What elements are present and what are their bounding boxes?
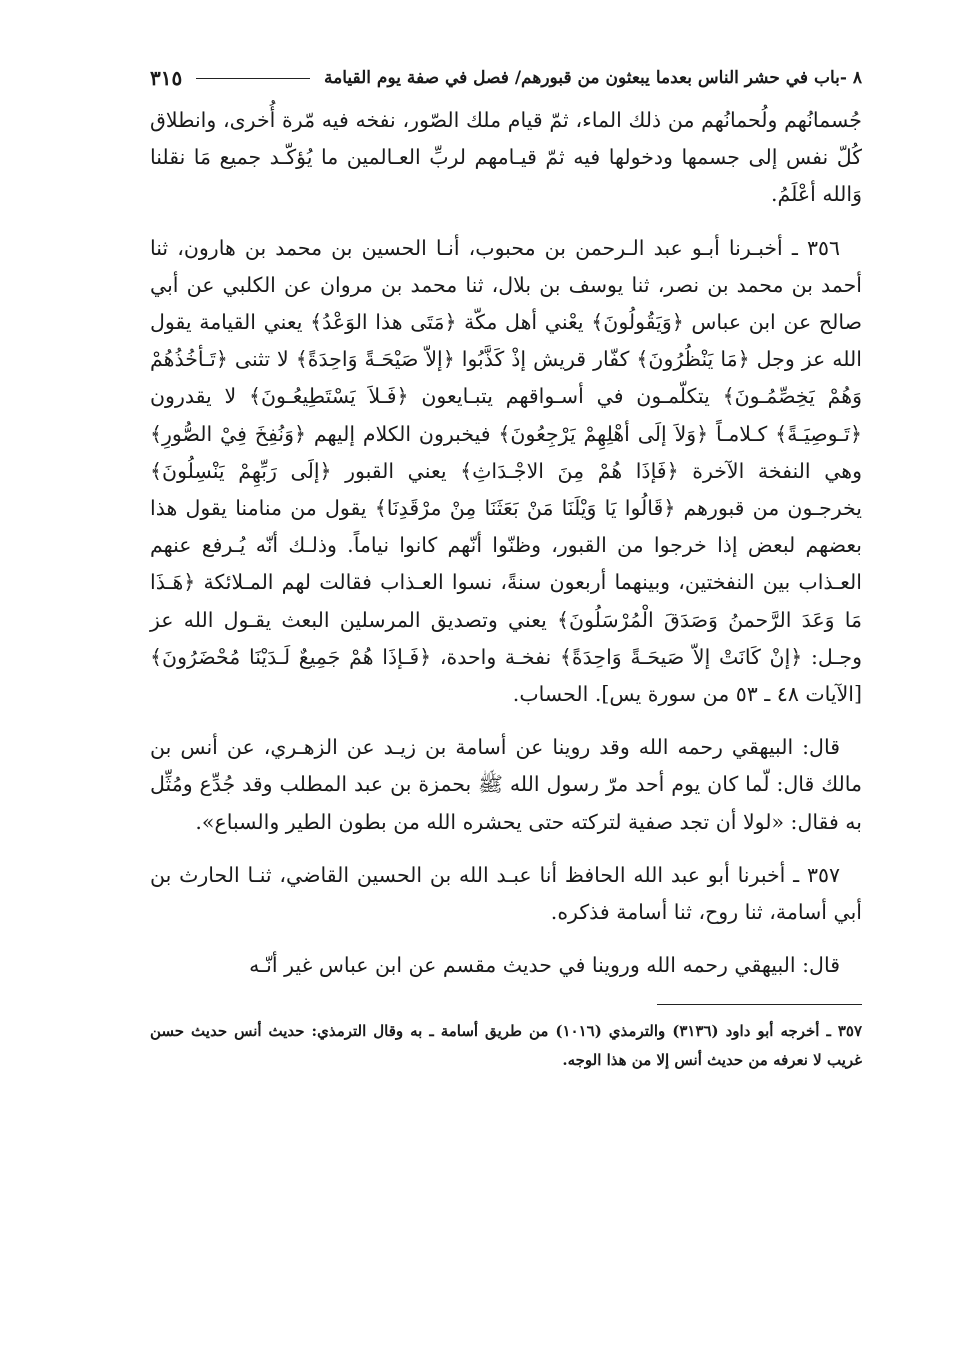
header-rule xyxy=(196,78,310,79)
main-text xyxy=(150,102,862,984)
paragraph-hadith-356: ٣٥٦ ـ أخبـرنا أبـو عبد الـرحمن بن محبوب، أنـا الحسين بن محمد بن هارون، ثنا أحمد بن محمد بن نصر، ثنا يوسف بن بلال، ثنا محمد بن مروان عن الكلبي عن أبي صالح عن ابن عباس ﴿وَيَقُولُونَ﴾ يعْني أهل مكّة ﴿مَتَى هذا الوَعْدُ﴾ يعني القيامة يقول الله عز وجل ﴿مَا يَنْظُرُونَ﴾ كفّار قريش إذْ كَذَّبُوا ﴿إلاّ صَيْحَـةً وَاحِدَةً﴾ لا تثنى ﴿تَـأخُذُهُمْ وَهُمْ يَخِصِّمُـونَ﴾ يتكلّمـون في أسـواقهم يتبـايعون ﴿فَـلاَ يَسْتَطِيعُـونَ﴾ لا يقدرون ﴿تَـوصِيَـةً﴾ كـلامـاً ﴿وَلاَ إلَى أهْلِهِمْ يَرْجِعُونَ﴾ فيخبرون الكلام إليهم ﴿وَنُفِخَ فِيْ الصُّورِ﴾ وهي النفخة الآخرة ﴿فَإذَا هُمْ مِنَ الاجْـدَاثِ﴾ يعني القبور ﴿إلَى رَبِّهِمْ يَنْسِلُونَ﴾ يخرجـون من قبورهم ﴿قَالُوا يَا وَيْلَنَا مَنْ بَعَثَنَا مِنْ مرْقَدِنَا﴾ يقول من منامنا يقول هذا بعضهم لبعض إذا خرجوا من القبور، وظنّوا أنّهم كانوا نياماً. وذلـك أنّه يُـرفع عنهم العـذاب بين النفختين، وبينهما أربعون سنةً، نسوا العـذاب فقالت لهم المـلائكة ﴿هَـذَا مَا وَعَدَ الرَّحمنُ وَصَدَقَ الْمُرْسَلُونَ﴾ يعني وتصديق المرسلين البعث يقـول الله عز وجـل: ﴿إنْ كَانَتْ إلاّ صَيحَـةً وَاحِدَةً﴾ نفخـة واحدة، ﴿فَـإذَا هُمْ جَمِيعٌ لَـدَيْنَا مُحْضَرُونَ﴾ [الآيات ٤٨ ـ ٥٣ من سورة يس]. الحساب. xyxy=(150,235,862,707)
paragraph-hadith-357: ٣٥٧ ـ أخبرنا أبو عبد الله الحافظ أنا عبـد الله بن الحسين القاضي، ثنـا الحارث بن أبي أسامة، ثنا روح، ثنا أسامة فذكره. xyxy=(150,862,862,925)
footnote-separator xyxy=(657,1004,862,1005)
page-number: ٣١٥ xyxy=(150,66,183,90)
book-page xyxy=(150,58,862,1075)
paragraph-bayhaqi-comment: قال: البيهقي رحمه الله وقد روينا عن أسامة بن زيـد عن الزهـري، عن أنس بن مالك قال: لّما كان يوم أحد مرّ رسول الله ﷺ بحمزة بن عبد المطلب وقد جُدِّع ومُثِّل به فقال: «لولا أن تجد صفية لتركته حتى يحشره الله من بطون الطير والسباع». xyxy=(150,735,862,834)
footnote-357: ٣٥٧ ـ أخرجه أبو داود (٣١٣٦) والترمذي (١٠١٦) من طريق أسامة ـ به وقال الترمذي: حديث أنس حديث حسن غريب لا نعرفه من حديث أنس إلا من هذا الوجه. xyxy=(150,1022,863,1070)
paragraph-bayhaqi-comment-2: قال: البيهقي رحمه الله وروينا في حديث مقسم عن ابن عباس غير أنّـه xyxy=(249,953,840,978)
page-header xyxy=(150,58,862,98)
footnotes xyxy=(150,1017,862,1075)
paragraph-continuation: جُسمانُهم ولُحمانُهم من ذلك الماء، ثمّ قيام ملك الصّور، نفخه فيه مّرة أُخرى، وانطلاق كُلّ نفس إلى جسمها ودخولها فيه ثمّ قيـامهم لربِّ العـالمين ما يُؤكّـد جميع مَا نقلنا وَالله أعْلَمُ. xyxy=(150,108,862,207)
running-title: ٨ -باب في حشر الناس بعدما يبعثون من قبورهم/ فصل في صفة يوم القيامة xyxy=(323,68,862,88)
